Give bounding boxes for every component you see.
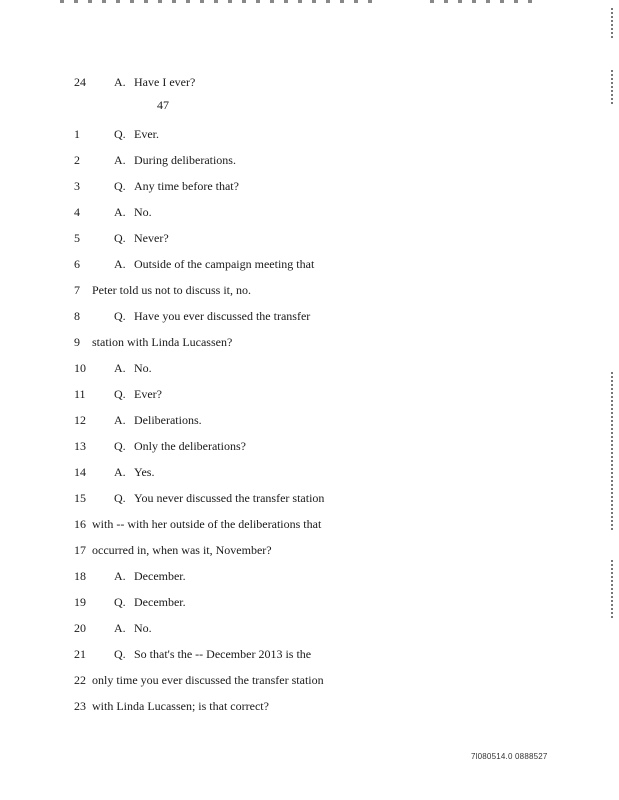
line-number: 5 — [74, 231, 80, 245]
transcript-line — [0, 150, 619, 170]
line-text: only time you ever discussed the transfer station — [92, 673, 324, 687]
scan-top-marks — [60, 0, 380, 3]
line-number: 15 — [74, 491, 86, 505]
line-number: 9 — [74, 335, 80, 349]
speaker-label: Q. — [114, 647, 126, 661]
speaker-label: Q. — [114, 179, 126, 193]
transcript-line — [0, 124, 619, 144]
line-number: 13 — [74, 439, 86, 453]
line-number: 14 — [74, 465, 86, 479]
transcript-line — [0, 306, 619, 326]
line-number: 8 — [74, 309, 80, 323]
transcript-line — [0, 72, 619, 92]
speaker-label: Q. — [114, 309, 126, 323]
document-id: 7l080514.0 0888527 — [471, 752, 548, 761]
line-number: 2 — [74, 153, 80, 167]
line-number: 10 — [74, 361, 86, 375]
line-text: occurred in, when was it, November? — [92, 543, 272, 557]
speaker-label: A. — [114, 413, 126, 427]
line-number: 20 — [74, 621, 86, 635]
transcript-line — [0, 644, 619, 664]
speaker-label: A. — [114, 621, 126, 635]
line-number: 22 — [74, 673, 86, 687]
transcript-line — [0, 514, 619, 534]
speaker-label: Q. — [114, 595, 126, 609]
transcript-line — [0, 670, 619, 690]
speaker-label: A. — [114, 465, 126, 479]
transcript-line — [0, 410, 619, 430]
line-number: 18 — [74, 569, 86, 583]
transcript-line — [0, 228, 619, 248]
transcript-line — [0, 358, 619, 378]
line-text: Ever. — [134, 127, 159, 141]
line-text: December. — [134, 569, 186, 583]
page-number: 47 — [157, 98, 169, 112]
line-text: December. — [134, 595, 186, 609]
speaker-label: Q. — [114, 387, 126, 401]
transcript-line — [0, 566, 619, 586]
line-number: 19 — [74, 595, 86, 609]
transcript-line — [0, 280, 619, 300]
line-text: No. — [134, 361, 152, 375]
line-number: 3 — [74, 179, 80, 193]
line-number: 23 — [74, 699, 86, 713]
line-number: 6 — [74, 257, 80, 271]
line-number: 21 — [74, 647, 86, 661]
line-number: 12 — [74, 413, 86, 427]
line-text: Have you ever discussed the transfer — [134, 309, 311, 323]
line-text: Yes. — [134, 465, 155, 479]
line-text: Only the deliberations? — [134, 439, 246, 453]
line-text: Never? — [134, 231, 169, 245]
speaker-label: A. — [114, 75, 126, 89]
transcript-line — [0, 436, 619, 456]
line-text: with -- with her outside of the deliberations that — [92, 517, 322, 531]
line-text: Outside of the campaign meeting that — [134, 257, 315, 271]
transcript-line — [0, 384, 619, 404]
transcript-line — [0, 462, 619, 482]
line-number: 1 — [74, 127, 80, 141]
line-number: 7 — [74, 283, 80, 297]
line-text: Any time before that? — [134, 179, 239, 193]
transcript-line — [0, 254, 619, 274]
speaker-label: Q. — [114, 231, 126, 245]
line-number: 11 — [74, 387, 86, 401]
speaker-label: A. — [114, 361, 126, 375]
line-number: 17 — [74, 543, 86, 557]
line-number: 4 — [74, 205, 80, 219]
transcript-line — [0, 696, 619, 716]
speaker-label: A. — [114, 569, 126, 583]
line-text: with Linda Lucassen; is that correct? — [92, 699, 269, 713]
speaker-label: Q. — [114, 127, 126, 141]
speaker-label: Q. — [114, 439, 126, 453]
line-text: So that's the -- December 2013 is the — [134, 647, 312, 661]
line-text: Ever? — [134, 387, 162, 401]
transcript-line — [0, 176, 619, 196]
line-text: No. — [134, 205, 152, 219]
scan-margin-dots — [611, 8, 613, 38]
line-text: Deliberations. — [134, 413, 202, 427]
transcript-line — [0, 618, 619, 638]
transcript-line — [0, 540, 619, 560]
line-text: station with Linda Lucassen? — [92, 335, 233, 349]
scan-top-marks-right — [430, 0, 540, 3]
speaker-label: A. — [114, 153, 126, 167]
line-number: 24 — [74, 75, 86, 89]
transcript-line — [0, 488, 619, 508]
speaker-label: Q. — [114, 491, 126, 505]
speaker-label: A. — [114, 205, 126, 219]
transcript-line — [0, 202, 619, 222]
speaker-label: A. — [114, 257, 126, 271]
transcript-line — [0, 592, 619, 612]
line-number: 16 — [74, 517, 86, 531]
transcript-line — [0, 332, 619, 352]
line-text: Have I ever? — [134, 75, 196, 89]
line-text: No. — [134, 621, 152, 635]
line-text: You never discussed the transfer station — [134, 491, 325, 505]
line-text: Peter told us not to discuss it, no. — [92, 283, 251, 297]
line-text: During deliberations. — [134, 153, 236, 167]
